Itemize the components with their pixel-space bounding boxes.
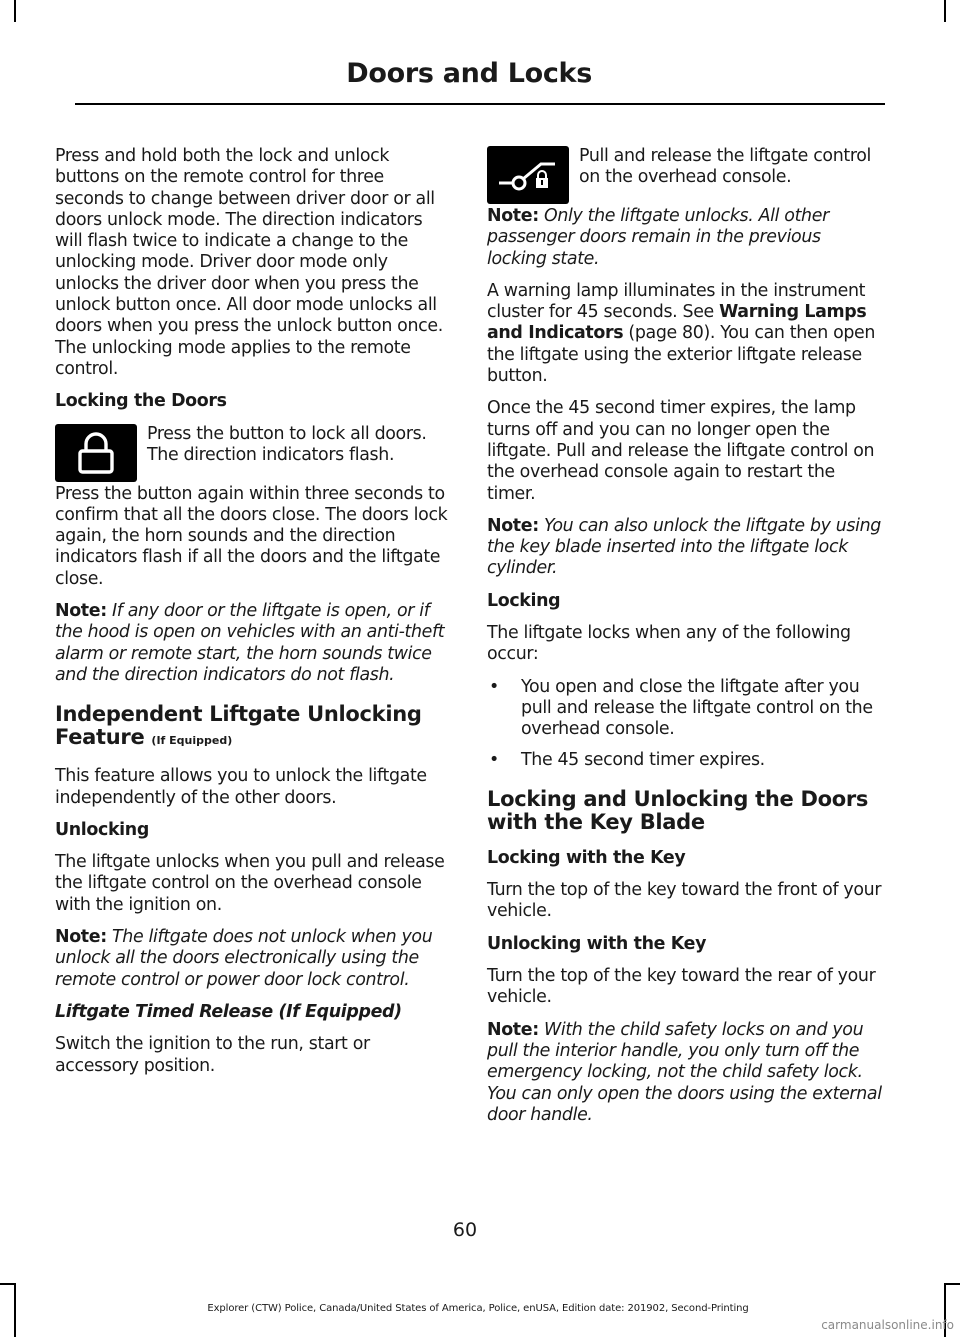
key-blade-section-heading: Locking and Unlocking the Doors with the Key Blade [487,786,869,834]
edition-footer: Explorer (CTW) Police, Canada/United States of America, Police, enUSA, Edition date: 201902, Second-Printing [207,1303,749,1314]
lock-button-block [55,424,450,484]
locking-intro: The liftgate locks when any of the following occur: [487,623,851,665]
crop-mark-top-left [14,0,16,22]
timed-release-text: Switch the ignition to the run, start or accessory position. [55,1034,370,1076]
list-item: • The 45 second timer expires. [487,750,882,771]
locking-doors-heading: Locking the Doors [55,391,227,412]
note-liftgate-not-unlock [55,927,450,991]
warning-lamp-text [487,281,882,387]
locking-conditions-list [487,677,882,771]
feature-intro: This feature allows you to unlock the liftgate independently of the other doors. [55,766,427,808]
note-text: The liftgate does not unlock when you unlock all the doors electronically using the remote control or power door lock control. [55,927,433,990]
note-key-blade [487,516,882,580]
locking-heading: Locking [487,590,561,611]
timed-release-heading: Liftgate Timed Release (If Equipped) [55,1001,402,1022]
crop-mark-bottom-right-h [944,1283,960,1285]
note-text: Only the liftgate unlocks. All other passenger doors remain in the previous locking state. [487,206,829,269]
note-child-safety [487,1020,882,1126]
padlock-icon [55,424,137,482]
unlocking-text: The liftgate unlocks when you pull and release the liftgate control on the overhead console with the ignition on. [55,852,445,915]
locking-with-key-heading: Locking with the Key [487,847,686,868]
pull-release-text: Pull and release the liftgate control on the overhead console. [579,146,872,188]
independent-liftgate-heading [55,703,450,752]
note-text: If any door or the liftgate is open, or if the hood is open on vehicles with an anti-theft alarm or remote start, the horn sounds twice and the direction indicators do not flash. [55,601,445,685]
unlocking-heading: Unlocking [55,819,149,840]
note-only-liftgate [487,206,882,270]
crop-mark-bottom-left-h [0,1283,16,1285]
note-label: Note: [487,1019,539,1040]
lock-again-text: Press the button again within three seconds to confirm that all the doors close. The doors lock again, the horn sounds and the direction indicators flash if all the doors and the liftgate close. [55,483,448,589]
note-label: Note: [487,206,539,226]
section-title: Independent Liftgate Unlocking Feature [55,702,422,750]
watermark: carmanualsonline.info [821,1318,954,1332]
unlocking-with-key-text: Turn the top of the key toward the rear of your vehicle. [487,966,876,1008]
note-door-open [55,601,450,686]
lock-press-text: Press the button to lock all doors. The direction indicators flash. [147,423,427,465]
left-column [55,146,450,1088]
warning-lamps-link[interactable]: Warning Lamps and Indicators [487,302,867,344]
timer-text: Once the 45 second timer expires, the lamp turns off and you can no longer open the liftgate. Pull and release the liftgate control on the overhead console again to restart the timer. [487,398,875,504]
liftgate-release-icon [487,146,569,204]
header-rule [75,103,885,105]
liftgate-control-block [487,146,882,206]
warning-pre: A warning lamp illuminates in the instrument cluster for 45 seconds. See [487,280,866,323]
unlocking-with-key-heading: Unlocking with the Key [487,933,707,954]
note-label: Note: [55,927,107,948]
crop-mark-top-right [944,0,946,22]
unlock-mode-paragraph: Press and hold both the lock and unlock buttons on the remote control for three seconds to change between driver door or all doors unlock mode. The direction indicators will flash twice to indicate a change to the unlocking mode. Driver door mode only unlocks the driver door when you press the unlock button once. All door mode unlocks all doors when you press the unlock button once. The unlocking mode applies to the remote control. [55,146,443,379]
note-text: You can also unlock the liftgate by using the key blade inserted into the liftgate lock cylinder. [487,515,881,579]
note-text: With the child safety locks on and you pull the interior handle, you only turn off the emergency locking, not the child safety lock. You can only open the doors using the external door handle. [487,1019,882,1125]
warning-post: (page 80). You can then open the liftgate using the exterior liftgate release button. [487,323,876,387]
if-equipped-tag: (If Equipped) [151,734,233,748]
right-column [487,146,882,1137]
note-label: Note: [487,515,539,536]
page-title: Doors and Locks [346,58,592,89]
note-label: Note: [55,601,107,622]
locking-with-key-text: Turn the top of the key toward the front of your vehicle. [487,880,882,922]
page-number: 60 [452,1219,478,1241]
list-item: • You open and close the liftgate after you pull and release the liftgate control on the overhead console. [487,677,882,741]
